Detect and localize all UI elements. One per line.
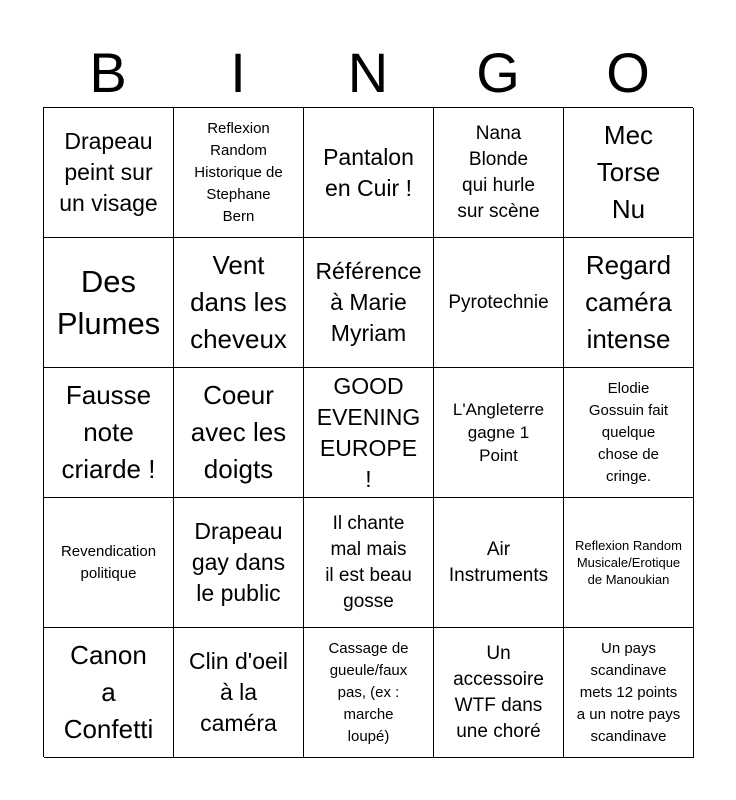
bingo-cell-r3-c1[interactable] — [44, 368, 174, 498]
cell-text: Référence à Marie Myriam — [315, 258, 422, 346]
bingo-cell-r3-c3[interactable] — [304, 368, 434, 498]
bingo-cell-r4-c2[interactable] — [174, 498, 304, 628]
cell-text: Vent dans les cheveux — [190, 250, 287, 354]
bingo-cell-r1-c1[interactable] — [44, 108, 174, 238]
bingo-cell-r2-c5[interactable] — [564, 238, 694, 368]
bingo-cell-r1-c2[interactable] — [174, 108, 304, 238]
bingo-cell-r4-c5[interactable] — [564, 498, 694, 628]
bingo-cell-r4-c1[interactable] — [44, 498, 174, 628]
bingo-grid — [43, 107, 693, 757]
cell-text: Des Plumes — [56, 263, 161, 341]
cell-text: Elodie Gossuin fait quelque chose de cringe. — [588, 379, 669, 485]
bingo-cell-r1-c3[interactable] — [304, 108, 434, 238]
bingo-cell-r5-c3[interactable] — [304, 628, 434, 758]
cell-text: Un pays scandinave mets 12 points a un notre pays scandinave — [576, 639, 681, 745]
header-letter-i: I — [230, 41, 246, 104]
cell-text: Mec Torse Nu — [596, 120, 661, 224]
bingo-cell-r3-c4[interactable] — [434, 368, 564, 498]
cell-text: Revendication politique — [60, 542, 157, 582]
header-letter-n: N — [347, 41, 389, 104]
bingo-header — [43, 40, 693, 106]
cell-text: GOOD EVENING EUROPE ! — [316, 372, 421, 492]
cell-text: Canon a Confetti — [63, 640, 154, 744]
cell-text: Fausse note criarde ! — [61, 380, 156, 484]
cell-text: Clin d'oeil à la caméra — [189, 648, 288, 736]
cell-text: Reflexion Random Musicale/Erotique de Manoukian — [575, 538, 682, 587]
cell-text: L'Angleterre gagne 1 Point — [452, 400, 545, 465]
cell-text: Il chante mal mais il est beau gosse — [325, 512, 412, 612]
bingo-cell-r5-c2[interactable] — [174, 628, 304, 758]
bingo-cell-r1-c4[interactable] — [434, 108, 564, 238]
cell-text: Coeur avec les doigts — [190, 380, 287, 484]
bingo-cell-r3-c5[interactable] — [564, 368, 694, 498]
bingo-cell-r3-c2[interactable] — [174, 368, 304, 498]
header-letter-o: O — [606, 41, 650, 104]
bingo-cell-r4-c4[interactable] — [434, 498, 564, 628]
cell-text: Pyrotechnie — [448, 291, 549, 313]
cell-text: Pantalon en Cuir ! — [323, 143, 414, 201]
bingo-cell-r2-c3[interactable] — [304, 238, 434, 368]
bingo-cell-r5-c4[interactable] — [434, 628, 564, 758]
bingo-cell-r2-c1[interactable] — [44, 238, 174, 368]
bingo-cell-r4-c3[interactable] — [304, 498, 434, 628]
bingo-cell-r5-c5[interactable] — [564, 628, 694, 758]
cell-text: Drapeau gay dans le public — [191, 518, 286, 606]
bingo-cell-r2-c4[interactable] — [434, 238, 564, 368]
cell-text: Reflexion Random Historique de Stephane Bern — [194, 119, 283, 225]
cell-text: Air Instruments — [448, 538, 549, 586]
header-letter-g: G — [476, 41, 520, 104]
bingo-cell-r1-c5[interactable] — [564, 108, 694, 238]
cell-text: Cassage de gueule/faux pas, (ex : marche loupé) — [328, 639, 409, 745]
cell-text: Un accessoire WTF dans une choré — [453, 642, 544, 742]
header-letter-b: B — [89, 41, 127, 104]
cell-text: Drapeau peint sur un visage — [59, 128, 158, 216]
bingo-cell-r5-c1[interactable] — [44, 628, 174, 758]
cell-text: Nana Blonde qui hurle sur scène — [457, 122, 540, 222]
bingo-cell-r2-c2[interactable] — [174, 238, 304, 368]
cell-text: Regard caméra intense — [585, 250, 672, 354]
